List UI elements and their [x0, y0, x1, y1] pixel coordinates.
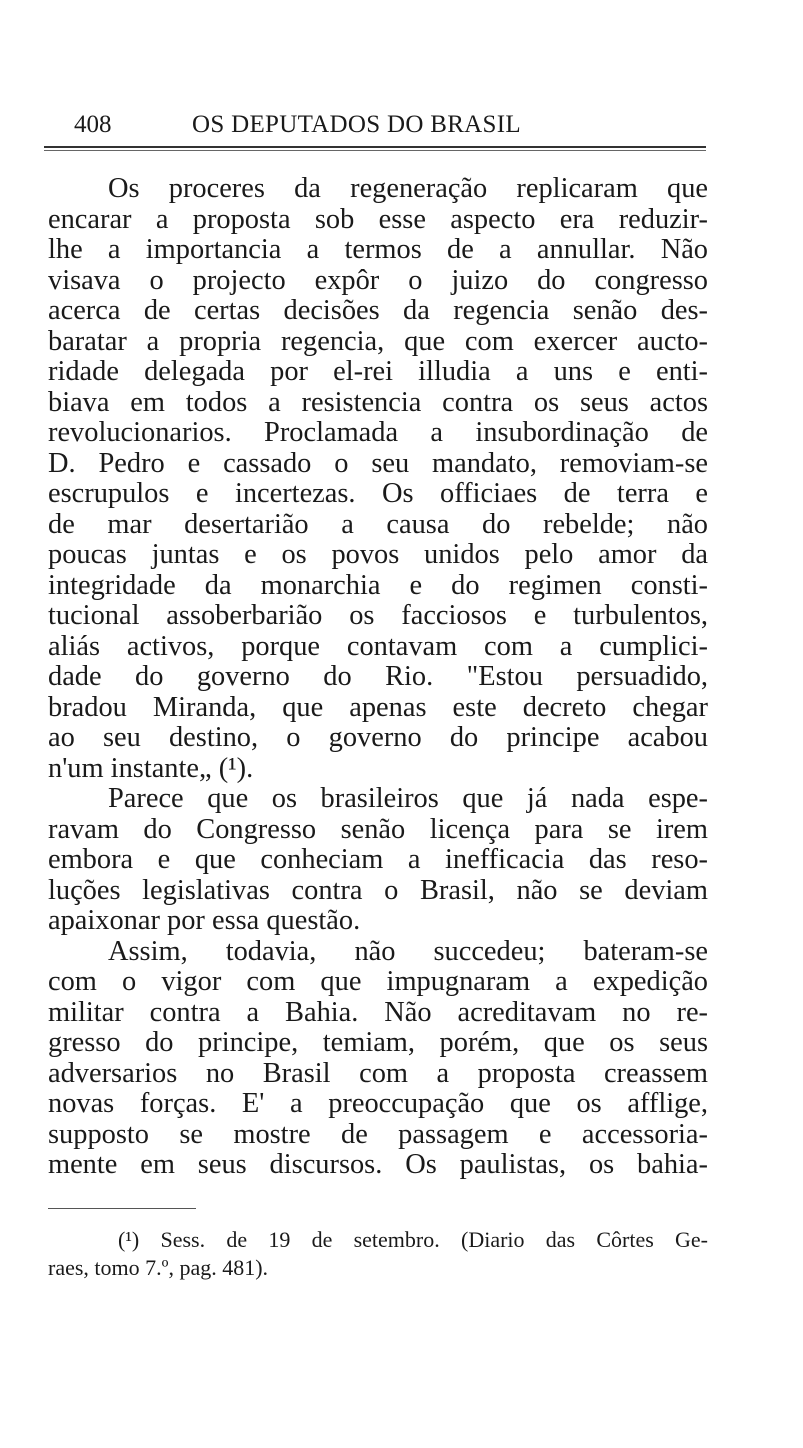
text-line: adversarios no Brasil com a proposta creassem	[48, 1057, 708, 1089]
text-line: acerca de certas decisões da regencia senão des-	[48, 295, 708, 326]
footnote-rule	[48, 1208, 196, 1209]
text-line: revolucionarios. Proclamada a insubordinação de	[48, 417, 708, 448]
body-text	[48, 174, 708, 1181]
text-line: Parece que os brasileiros que já nada espe-	[108, 783, 708, 814]
text-line: bradou Miranda, que apenas este decreto chegar	[48, 691, 708, 723]
text-line: n'um instante„ (¹).	[48, 752, 254, 784]
text-line: embora e que conheciam a inefficacia das reso-	[48, 844, 708, 875]
text-line: gresso do principe, temiam, porém, que os seus	[48, 1027, 708, 1058]
text-line: lhe a importancia a termos de a annullar. Não	[48, 234, 708, 265]
text-line: biava em todos a resistencia contra os seus actos	[48, 386, 708, 418]
header-rule-thin	[44, 150, 706, 151]
footnote-line: (¹) Sess. de 19 de setembro. (Diario das Côrtes Ge-	[118, 1227, 708, 1252]
text-line: com o vigor com que impugnaram a expedição	[48, 966, 708, 997]
text-line: ravam do Congresso senão licença para se irem	[48, 813, 708, 845]
text-line: dade do governo do Rio. "Estou persuadido,	[48, 661, 708, 692]
text-line: Os proceres da regeneração replicaram que	[108, 173, 708, 204]
text-line: apaixonar por essa questão.	[48, 905, 361, 936]
running-title: OS DEPUTADOS DO BRASIL	[192, 111, 521, 138]
text-line: novas forças. E' a preoccupação que os afflige,	[48, 1088, 708, 1119]
text-line: tucional assoberbarião os facciosos e turbulentos,	[48, 600, 708, 631]
text-line: baratar a propria regencia, que com exercer aucto-	[48, 325, 708, 357]
footnote-line: raes, tomo 7.º, pag. 481).	[48, 1255, 269, 1280]
text-line: luções legislativas contra o Brasil, não se deviam	[48, 874, 708, 906]
text-line: integridade da monarchia e do regimen consti-	[48, 569, 708, 601]
text-line: visava o projecto expôr o juizo do congresso	[48, 264, 708, 296]
text-line: mente em seus discursos. Os paulistas, os bahia-	[48, 1149, 708, 1180]
text-line: escrupulos e incertezas. Os officiaes de terra e	[48, 478, 708, 509]
text-line: ridade delegada por el-rei illudia a uns e enti-	[48, 356, 708, 387]
text-line: supposto se mostre de passagem e accessoria-	[48, 1118, 708, 1150]
text-line: D. Pedro e cassado o seu mandato, removiam-se	[48, 447, 708, 479]
text-line: encarar a proposta sob esse aspecto era reduzir-	[48, 203, 708, 235]
text-line: de mar desertarião a causa do rebelde; não	[48, 508, 708, 540]
text-line: aliás activos, porque contavam com a cumplici-	[48, 630, 708, 662]
text-line: Assim, todavia, não succedeu; bateram-se	[108, 935, 708, 967]
text-line: militar contra a Bahia. Não acreditavam no re-	[48, 996, 708, 1028]
header-rule	[44, 146, 706, 148]
text-line: ao seu destino, o governo do principe acabou	[48, 722, 708, 753]
page-number: 408	[74, 111, 112, 138]
page-header	[74, 108, 714, 142]
text-line: poucas juntas e os povos unidos pelo amor da	[48, 539, 708, 570]
footnotes	[48, 1226, 708, 1282]
